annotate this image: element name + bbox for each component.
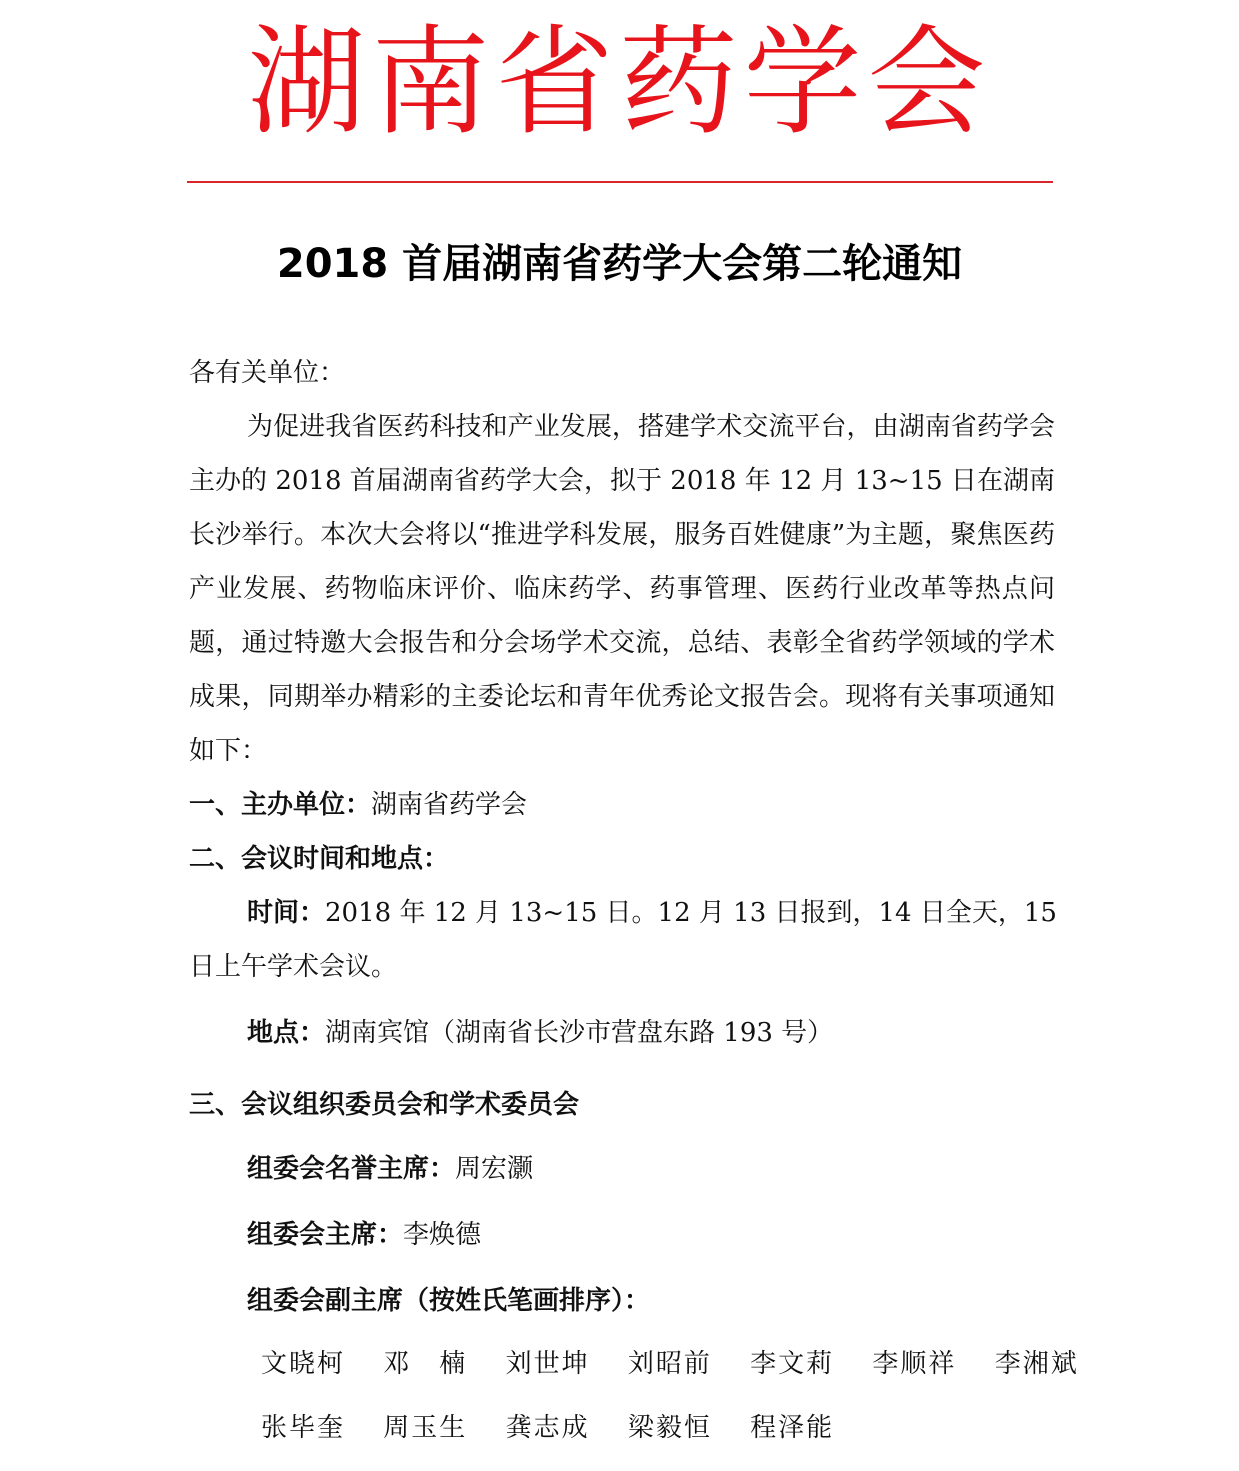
place-value: 湖南宾馆（湖南省长沙市营盘东路 193 号） [325,1018,834,1048]
vice-chairs-row-1 [261,1337,1109,1391]
section-organizer [189,778,527,832]
intro-paragraph: 为促进我省医药科技和产业发展，搭建学术交流平台，由湖南省药学会主办的 2018 首届湖南省药学大会，拟于 2018 年 12 月 13~15 日在湖南长沙举行。本次大会将以“推进学科发展，服务百姓健康”为主题，聚焦医药产业发展、药物临床评价、临床药学、药事管理、医药行业改革等热点问题，通过特邀大会报告和分会场学术交流，总结、表彰全省药学领域的学术成果，同期举办精彩的主委论坛和青年优秀论文报告会。现将有关事项通知如下： [189,412,1055,766]
org-masthead: 湖南省药学会 [247,13,992,151]
vice-chair-name: 李顺祥 [872,1349,957,1379]
header-divider [187,181,1053,183]
place-line [247,1006,833,1060]
section-organizer-heading: 一、主办单位： [189,790,372,820]
vice-chair-name: 文晓柯 [261,1349,346,1379]
section-time-place-heading: 二、会议时间和地点： [189,844,450,874]
vice-chair-name: 张毕奎 [261,1413,346,1443]
vice-chairs-label: 组委会副主席（按姓氏笔画排序）： [247,1286,651,1316]
document-title: 2018 首届湖南省药学大会第二轮通知 [276,241,963,287]
chair-label: 组委会主席： [247,1220,404,1250]
section-committee-heading: 三、会议组织委员会和学术委员会 [189,1090,580,1120]
honorary-chair-label: 组委会名誉主席： [247,1154,456,1184]
chair-line [247,1208,481,1262]
time-line [247,886,1057,940]
section-organizer-value: 湖南省药学会 [371,790,528,820]
honorary-chair-line [247,1142,533,1196]
salutation: 各有关单位： [189,358,346,388]
vice-chair-name: 刘昭前 [627,1349,712,1379]
time-label: 时间： [247,898,326,928]
vice-chairs-row-2 [261,1401,864,1455]
vice-chair-name: 李湘斌 [994,1349,1079,1379]
vice-chair-name: 梁毅恒 [627,1413,712,1443]
chair-name: 李焕德 [403,1220,482,1250]
honorary-chair-name: 周宏灏 [455,1154,534,1184]
time-value-continued: 日上午学术会议。 [189,952,398,982]
vice-chair-name: 周玉生 [383,1413,468,1443]
vice-chair-name: 程泽能 [750,1413,835,1443]
vice-chair-name: 龚志成 [505,1413,590,1443]
place-label: 地点： [247,1018,326,1048]
vice-chair-name: 刘世坤 [505,1349,590,1379]
time-value: 2018 年 12 月 13~15 日。12 月 13 日报到，14 日全天，15 [325,898,1057,928]
vice-chair-name: 李文莉 [750,1349,835,1379]
vice-chair-name: 邓 楠 [383,1349,468,1379]
